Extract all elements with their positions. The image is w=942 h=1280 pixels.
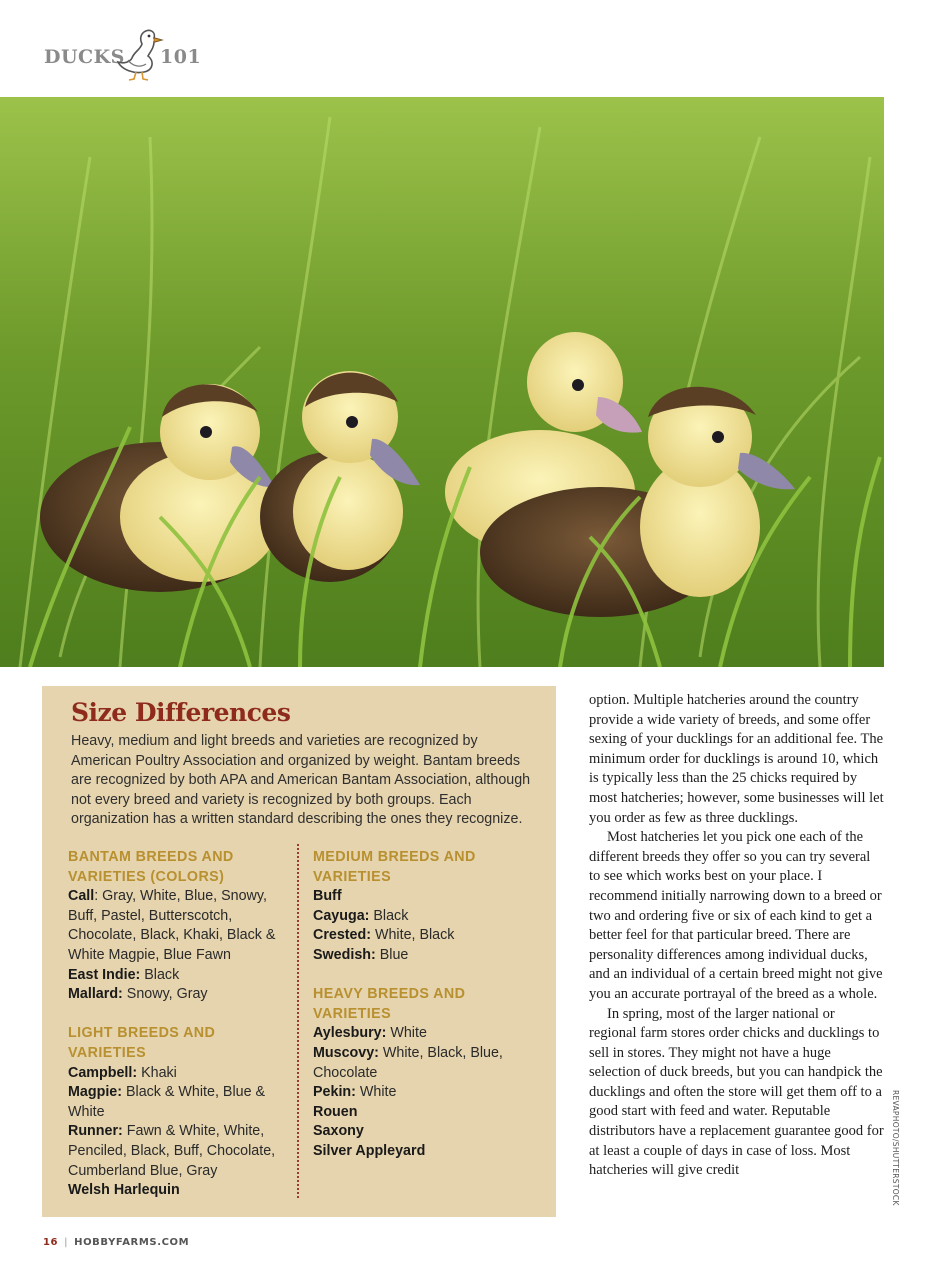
article-paragraph-2: Most hatcheries let you pick one each of the different breeds they offer so you can try several to see which works best on your place. I recommend initially narrowing down to a breed or two and ordering five or six of each kind to get a better feel for that particular breed. There are personality differences among individual ducks, and an individual of a certain breed might not give you an accurate portrayal of the breed as a whole. bbox=[589, 829, 883, 1002]
breed-entry: Cayuga: Black bbox=[313, 907, 409, 924]
breed-entry: Campbell: Khaki bbox=[68, 1064, 177, 1081]
ducklings-in-grass-photo bbox=[0, 97, 884, 667]
right-breed-column bbox=[313, 848, 538, 1162]
sidebar-title: Size Differences bbox=[71, 698, 291, 727]
medium-heading: MEDIUM BREEDS AND VARIETIES bbox=[313, 849, 476, 885]
heavy-heading: HEAVY BREEDS AND VARIETIES bbox=[313, 986, 466, 1022]
breed-entry: Pekin: White bbox=[313, 1084, 397, 1101]
duck-logo-icon bbox=[114, 26, 164, 82]
light-heading: LIGHT BREEDS AND VARIETIES bbox=[68, 1025, 216, 1061]
breed-entry: Muscovy: White, Black, Blue, Chocolate bbox=[313, 1044, 503, 1081]
breed-entry: Crested: White, Black bbox=[313, 927, 455, 944]
photo-credit: REVAPHOTO/SHUTTERSTOCK bbox=[891, 1090, 900, 1206]
bantam-heading: BANTAM BREEDS AND VARIETIES (COLORS) bbox=[68, 849, 234, 885]
header-101-text: 101 bbox=[160, 46, 202, 68]
breed-entry: Magpie: Black & White, Blue & White bbox=[68, 1084, 266, 1120]
sidebar-intro: Heavy, medium and light breeds and varieties are recognized by American Poultry Association and organized by weight. Bantam breeds are recognized by both APA and American Bantam Association, although not every breed and variety is recognized by both groups. Each organization has a written standard describing the ones they recognize. bbox=[71, 733, 531, 828]
left-breed-column bbox=[68, 848, 293, 1201]
breed-entry: Aylesbury: White bbox=[313, 1025, 427, 1042]
size-differences-sidebar bbox=[42, 686, 556, 1217]
footer-site: HOBBYFARMS.COM bbox=[74, 1237, 190, 1248]
breed-entry: Silver Appleyard bbox=[313, 1142, 426, 1159]
breed-entry: Runner: Fawn & White, White, Penciled, Black, Buff, Chocolate, Cumberland Blue, Gray bbox=[68, 1123, 276, 1179]
article-paragraph-3: In spring, most of the larger national or regional farm stores order chicks and ducklings to sell in stores. They might not have a huge selection of duck breeds, but you can handpick the ducklings and often the store will get them off to a good start with feed and water. Reputable distributors have a replacement guarantee good for at least a couple of days in case of loss. Most hatcheries will give credit bbox=[589, 1005, 884, 1179]
breed-entry: Swedish: Blue bbox=[313, 946, 409, 963]
breed-entry: Mallard: Snowy, Gray bbox=[68, 986, 208, 1003]
breed-entry: Saxony bbox=[313, 1123, 364, 1140]
breed-entry: Buff bbox=[313, 888, 342, 905]
article-body bbox=[589, 691, 885, 1181]
article-paragraph-1: option. Multiple hatcheries around the country provide a wide variety of breeds, and some offer sexing of your ducklings for an additional fee. The minimum order for ducklings is around 10, which is typically less than the 25 chicks required by most hatcheries; however, some businesses will let you order as few as three ducklings. bbox=[589, 692, 884, 826]
breed-entry: Welsh Harlequin bbox=[68, 1182, 180, 1199]
column-divider bbox=[297, 844, 299, 1198]
header-ducks-text: DUCKS bbox=[44, 46, 125, 68]
page-number: 16 bbox=[43, 1237, 59, 1248]
breed-entry: East Indie: Black bbox=[68, 966, 180, 983]
page-footer: 16 | HOBBYFARMS.COM bbox=[43, 1237, 190, 1248]
breed-entry: Call: Gray, White, Blue, Snowy, Buff, Pastel, Butterscotch, Chocolate, Black, Khaki, Black & White Magpie, Blue Fawn bbox=[68, 888, 276, 963]
breed-entry: Rouen bbox=[313, 1103, 358, 1120]
